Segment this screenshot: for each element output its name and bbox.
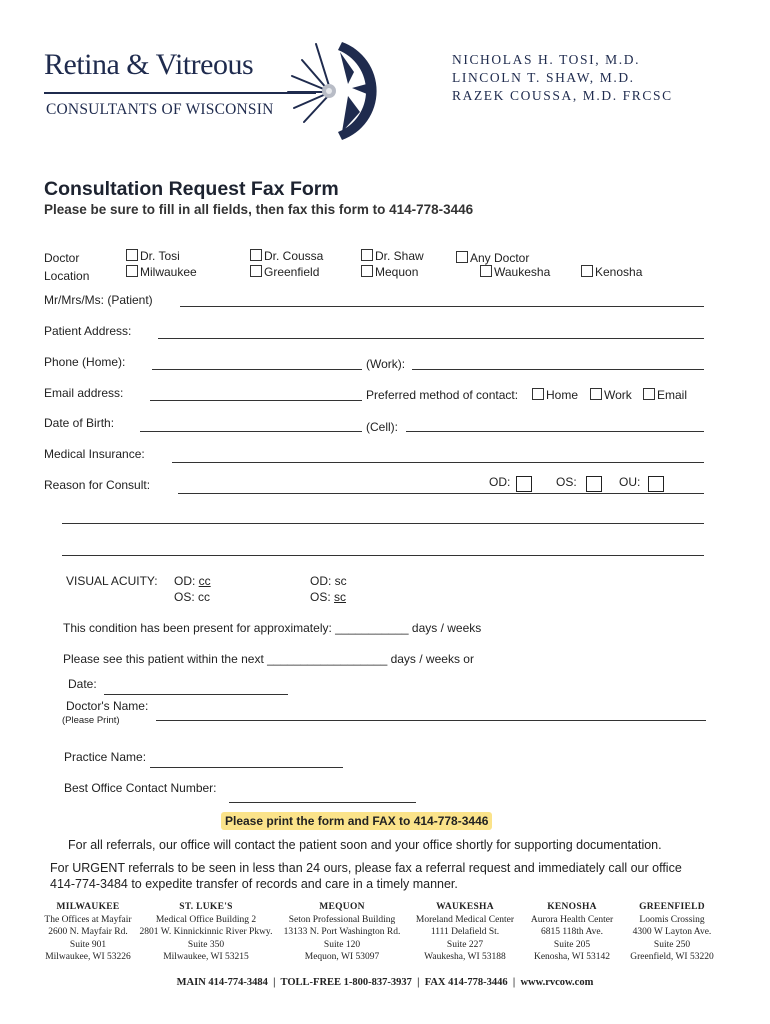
checkbox[interactable] [361, 249, 373, 261]
office-kenosha [522, 901, 622, 964]
office-line: Suite 227 [446, 939, 484, 950]
email-field[interactable] [150, 400, 362, 401]
office-line: Kenosha, WI 53142 [533, 952, 611, 962]
doctor-option-coussa[interactable] [250, 249, 323, 263]
see-patient-within-text[interactable]: Please see this patient within the next __________________ days / weeks or [63, 652, 474, 666]
checkbox[interactable] [250, 249, 262, 261]
urgent-note-line2: 414-774-3484 to expedite transfer of records and care in a timely manner. [50, 877, 458, 891]
office-line: Moreland Medical Center [415, 914, 515, 925]
option-label: Dr. Shaw [375, 249, 424, 263]
doctors-name-label: Doctor's Name: [66, 699, 149, 713]
location-option-kenosha[interactable] [581, 265, 642, 279]
contact-option-email[interactable] [643, 388, 687, 402]
option-label: Mequon [375, 265, 419, 279]
office-name: ST. LUKE'S [179, 902, 233, 912]
practice-name-label: Practice Name: [64, 750, 147, 764]
os-label: OS: [556, 475, 577, 489]
checkbox[interactable] [126, 265, 138, 277]
contact-number-field[interactable] [229, 802, 416, 803]
date-field[interactable] [104, 694, 288, 695]
patient-name-label: Mr/Mrs/Ms: (Patient) [44, 293, 153, 307]
checkbox[interactable] [581, 265, 593, 277]
office-line: 6815 118th Ave. [540, 927, 603, 937]
doctors-name-field[interactable] [156, 720, 706, 721]
option-label: Kenosha [595, 265, 643, 279]
checkbox[interactable] [126, 249, 138, 261]
checkbox[interactable] [361, 265, 373, 277]
doctor-option-tosi[interactable] [126, 249, 180, 263]
preferred-contact-label: Preferred method of contact: [366, 388, 519, 402]
ou-label: OU: [619, 475, 641, 489]
va-os-cc[interactable]: OS: cc [174, 590, 211, 604]
checkbox[interactable] [250, 265, 262, 277]
office-line: Suite 350 [187, 939, 225, 950]
phone-cell-field[interactable] [406, 431, 704, 432]
office-line: Milwaukee, WI 53226 [45, 952, 131, 962]
od-checkbox[interactable] [516, 476, 532, 492]
reason-extra-line-2[interactable] [62, 555, 704, 556]
practice-name-field[interactable] [150, 767, 343, 768]
urgent-note-line1: For URGENT referrals to be seen in less than 24 ours, please fax a referral request and immediately call our office [50, 861, 682, 875]
office-line: 1111 Delafield St. [430, 927, 500, 937]
doctor-name-tosi: NICHOLAS H. TOSI, M.D. [452, 52, 641, 67]
office-line: Suite 901 [69, 939, 107, 950]
office-line: Waukesha, WI 53188 [424, 952, 506, 962]
dob-field[interactable] [140, 431, 362, 432]
office-line: Aurora Health Center [530, 914, 614, 925]
office-line: Seton Professional Building [288, 914, 396, 925]
phone-home-field[interactable] [152, 369, 362, 370]
option-label: Home [546, 388, 579, 402]
location-option-greenfield[interactable] [250, 265, 319, 279]
va-od-sc[interactable]: OD: sc [310, 574, 347, 588]
logo-subtitle: CONSULTANTS OF WISCONSIN [46, 101, 274, 118]
checkbox[interactable] [532, 388, 544, 400]
logo-sunburst-icon [282, 32, 382, 142]
va-od-cc-prefix: OD: [174, 574, 199, 588]
phone-work-label: (Work): [366, 357, 406, 371]
contact-number-label: Best Office Contact Number: [64, 781, 217, 795]
office-name: WAUKESHA [436, 902, 494, 912]
form-title: Consultation Request Fax Form [44, 178, 339, 200]
os-checkbox[interactable] [586, 476, 602, 492]
office-line: 2600 N. Mayfair Rd. [48, 927, 128, 937]
doctor-name-coussa: RAZEK COUSSA, M.D. FRCSC [452, 88, 673, 103]
please-print-note: (Please Print) [62, 715, 120, 726]
doctor-option-shaw[interactable] [361, 249, 424, 263]
logo-rule [44, 92, 316, 94]
office-line: 13133 N. Port Washington Rd. [283, 927, 401, 937]
date-label: Date: [68, 677, 97, 691]
email-label: Email address: [44, 386, 124, 400]
phone-work-field[interactable] [412, 369, 704, 370]
contact-option-work[interactable] [590, 388, 632, 402]
visual-acuity-label: VISUAL ACUITY: [66, 574, 158, 588]
reason-field[interactable] [178, 493, 704, 494]
condition-duration-text[interactable]: This condition has been present for approximately: ___________ days / weeks [63, 621, 482, 635]
office-line: Suite 250 [653, 939, 691, 950]
phone-cell-label: (Cell): [366, 420, 398, 434]
location-label: Location [44, 269, 90, 283]
checkbox[interactable] [480, 265, 492, 277]
ou-checkbox[interactable] [648, 476, 664, 492]
doctor-option-any[interactable] [456, 251, 529, 265]
option-label: Email [657, 388, 688, 402]
form-subtitle: Please be sure to fill in all fields, then fax this form to 414-778-3446 [44, 202, 474, 217]
referrals-note: For all referrals, our office will contact the patient soon and your office shortly for supporting documentation. [68, 838, 662, 852]
location-option-waukesha[interactable] [480, 265, 550, 279]
va-od-cc[interactable] [174, 574, 211, 588]
office-line: 2801 W. Kinnickinnic River Pkwy. [139, 927, 273, 937]
insurance-field[interactable] [172, 462, 704, 463]
dob-label: Date of Birth: [44, 416, 115, 430]
checkbox[interactable] [456, 251, 468, 263]
office-name: MEQUON [319, 902, 365, 912]
option-label: Waukesha [494, 265, 551, 279]
office-mequon [276, 901, 408, 964]
office-waukesha [408, 901, 522, 964]
od-label: OD: [489, 475, 511, 489]
office-line: Medical Office Building 2 [155, 914, 257, 925]
checkbox[interactable] [643, 388, 655, 400]
office-line: Mequon, WI 53097 [304, 952, 380, 962]
office-line: Loomis Crossing [639, 914, 705, 925]
option-label: Milwaukee [140, 265, 197, 279]
option-label: Work [604, 388, 632, 402]
office-line: Suite 120 [323, 939, 361, 950]
option-label: Dr. Tosi [140, 249, 180, 263]
doctor-label: Doctor [44, 251, 80, 265]
patient-address-field[interactable] [158, 338, 704, 339]
footer-contact-line: MAIN 414-774-3484 | TOLL-FREE 1-800-837-3937 | FAX 414-778-3446 | www.rvcow.com [176, 977, 594, 988]
option-label: Greenfield [264, 265, 320, 279]
office-line: 4300 W Layton Ave. [632, 927, 712, 937]
location-option-mequon[interactable] [361, 265, 418, 279]
office-milwaukee [36, 901, 140, 964]
reason-label: Reason for Consult: [44, 478, 151, 492]
patient-address-label: Patient Address: [44, 324, 132, 338]
office-greenfield [624, 901, 720, 964]
va-od-cc-suffix: cc [198, 574, 211, 588]
checkbox[interactable] [590, 388, 602, 400]
va-os-sc[interactable] [310, 590, 346, 604]
option-label: Any Doctor [470, 251, 530, 265]
va-os-sc-prefix: OS: [310, 590, 335, 604]
office-name: KENOSHA [547, 902, 597, 912]
office-line: The Offices at Mayfair [44, 914, 132, 925]
insurance-label: Medical Insurance: [44, 447, 145, 461]
office-name: GREENFIELD [639, 902, 705, 912]
office-st-lukes [138, 901, 274, 964]
location-option-milwaukee[interactable] [126, 265, 197, 279]
doctor-name-shaw: LINCOLN T. SHAW, M.D. [452, 70, 635, 85]
patient-name-field[interactable] [180, 306, 704, 307]
office-line: Suite 205 [553, 939, 591, 950]
reason-extra-line-1[interactable] [62, 523, 704, 524]
office-line: Milwaukee, WI 53215 [163, 952, 249, 962]
logo-title: Retina & Vitreous [44, 48, 254, 81]
va-os-sc-suffix: sc [334, 590, 347, 604]
option-label: Dr. Coussa [264, 249, 324, 263]
contact-option-home[interactable] [532, 388, 578, 402]
phone-home-label: Phone (Home): [44, 355, 126, 369]
office-line: Greenfield, WI 53220 [630, 952, 714, 962]
fax-instruction-highlight: Please print the form and FAX to 414-778-3446 [221, 812, 492, 830]
office-name: MILWAUKEE [56, 902, 120, 912]
